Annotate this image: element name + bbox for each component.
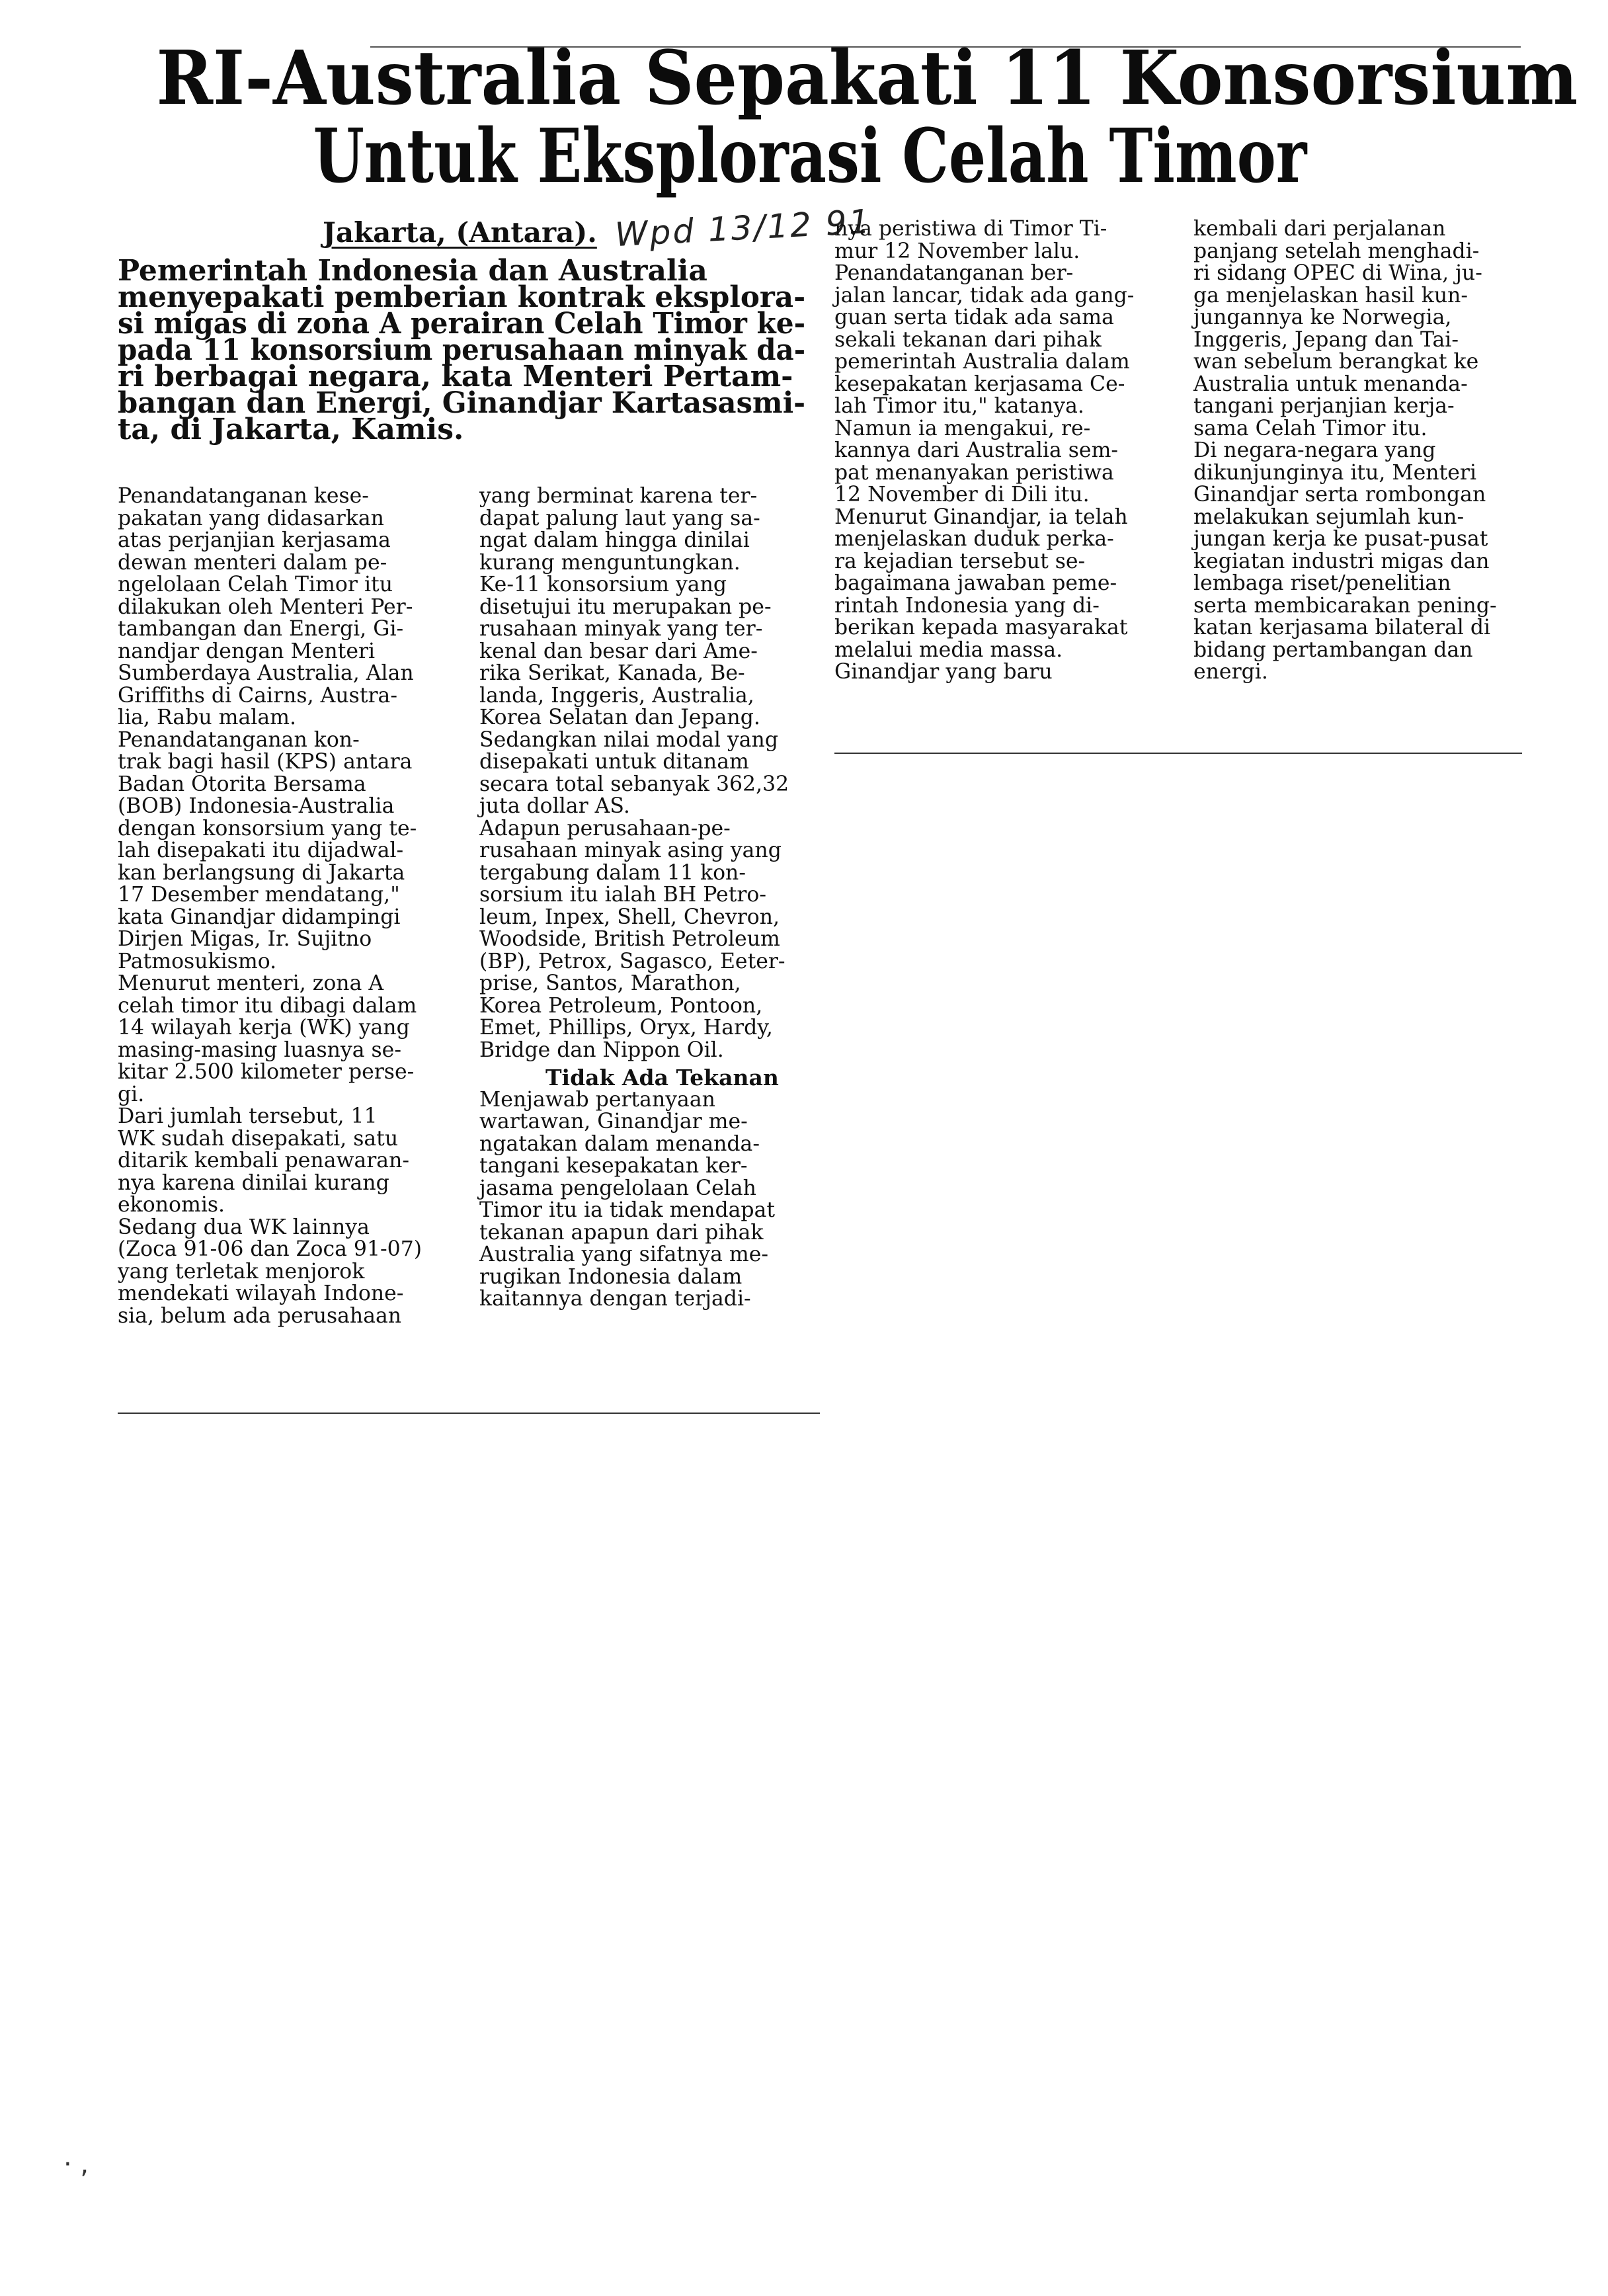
- text-line: menjelaskan duduk perka-: [834, 527, 1114, 551]
- text-line: tekanan apapun dari pihak: [479, 1220, 764, 1245]
- text-line: sorsium itu ialah BH Petro-: [479, 883, 767, 907]
- text-line: rusahaan minyak asing yang: [479, 839, 782, 862]
- column-3: [834, 218, 1134, 684]
- text-line: Penandatanganan kese-: [118, 484, 369, 508]
- text-line: jungannya ke Norwegia,: [1193, 306, 1452, 329]
- text-line: disepakati untuk ditanam: [479, 750, 749, 774]
- text-line: disetujui itu merupakan pe-: [479, 594, 772, 619]
- text-line: Dirjen Migas, Ir. Sujitno: [118, 927, 372, 951]
- text-line: kata Ginandjar didampingi: [118, 905, 401, 929]
- text-line: jalan lancar, tidak ada gang-: [834, 283, 1135, 308]
- text-line: Badan Otorita Bersama: [118, 772, 366, 796]
- lede-line: ta, di Jakarta, Kamis.: [118, 413, 464, 446]
- column-2-part-a: [479, 485, 789, 1061]
- bottom-rule-right: [834, 753, 1522, 754]
- column-2: [479, 485, 789, 1311]
- text-line: ngelolaan Celah Timor itu: [118, 573, 393, 596]
- text-line: ga menjelaskan hasil kun-: [1193, 283, 1468, 308]
- text-line: dengan konsorsium yang te-: [118, 816, 417, 840]
- text-line: dilakukan oleh Menteri Per-: [118, 594, 413, 619]
- text-line: yang terletak menjorok: [118, 1259, 365, 1284]
- lede-paragraph: [118, 254, 806, 446]
- text-line: kan berlangsung di Jakarta: [118, 860, 405, 885]
- lede-line: bangan dan Energi, Ginandjar Kartasasmi-: [118, 386, 806, 420]
- text-line: kesepakatan kerjasama Ce-: [834, 372, 1125, 396]
- lede-line: si migas di zona A perairan Celah Timor ke-: [118, 307, 806, 341]
- text-line: panjang setelah menghadi-: [1193, 239, 1480, 263]
- text-line: guan serta tidak ada sama: [834, 306, 1114, 329]
- text-line: Korea Petroleum, Pontoon,: [479, 993, 763, 1018]
- text-line: celah timor itu dibagi dalam: [118, 993, 417, 1018]
- text-line: leum, Inpex, Shell, Chevron,: [479, 905, 780, 929]
- text-line: Menurut Ginandjar, ia telah: [834, 505, 1128, 529]
- text-line: trak bagi hasil (KPS) antara: [118, 750, 413, 774]
- text-line: rika Serikat, Kanada, Be-: [479, 661, 745, 685]
- column-2-part-b: [479, 1089, 789, 1311]
- text-line: Bridge dan Nippon Oil.: [479, 1038, 724, 1062]
- headline-line-2: Untuk Eksplorasi Celah Timor: [313, 113, 1307, 200]
- column-4: [1193, 218, 1497, 684]
- text-line: lia, Rabu malam.: [118, 706, 297, 729]
- text-line: kannya dari Australia sem-: [834, 438, 1119, 462]
- dateline: [323, 217, 597, 249]
- text-line: atas perjanjian kerjasama: [118, 528, 391, 552]
- text-line: Di negara-negara yang: [1193, 438, 1436, 462]
- text-line: kurang menguntungkan.: [479, 550, 741, 575]
- text-line: Patmosukismo.: [118, 949, 277, 973]
- text-line: Inggeris, Jepang dan Tai-: [1193, 327, 1459, 352]
- bottom-rule-left: [118, 1413, 820, 1414]
- text-line: WK sudah disepakati, satu: [118, 1126, 399, 1151]
- text-line: Timor itu ia tidak mendapat: [479, 1198, 776, 1222]
- text-line: (BP), Petrox, Sagasco, Eeter-: [479, 949, 785, 973]
- text-line: Namun ia mengakui, re-: [834, 416, 1091, 440]
- text-line: kaitannya dengan terjadi-: [479, 1287, 751, 1311]
- text-line: melakukan sejumlah kun-: [1193, 505, 1465, 529]
- text-line: ri sidang OPEC di Wina, ju-: [1193, 261, 1482, 285]
- text-line: Penandatanganan ber-: [834, 261, 1074, 285]
- text-line: prise, Santos, Marathon,: [479, 971, 741, 995]
- text-line: pakatan yang didasarkan: [118, 506, 384, 530]
- text-line: kembali dari perjalanan: [1193, 217, 1446, 241]
- text-line: dewan menteri dalam pe-: [118, 550, 387, 575]
- text-line: tergabung dalam 11 kon-: [479, 860, 746, 885]
- text-line: jasama pengelolaan Celah: [479, 1176, 756, 1200]
- text-line: energi.: [1193, 660, 1268, 684]
- text-line: ngat dalam hingga dinilai: [479, 528, 750, 552]
- text-line: jungan kerja ke pusat-pusat: [1193, 527, 1488, 551]
- headline-line-1: RI-Australia Sepakati 11 Konsorsium: [156, 35, 1578, 122]
- text-line: bidang pertambangan dan: [1193, 637, 1473, 662]
- text-line: ditarik kembali penawaran-: [118, 1149, 409, 1172]
- dateline-text: Jakarta, (Antara).: [323, 216, 597, 249]
- text-line: Penandatanganan kon-: [118, 727, 360, 752]
- text-line: Ginandjar yang baru: [834, 660, 1053, 684]
- text-line: nya peristiwa di Timor Ti-: [834, 217, 1107, 241]
- text-line: wan sebelum berangkat ke: [1193, 350, 1479, 374]
- text-line: melalui media massa.: [834, 637, 1063, 662]
- text-line: lembaga riset/penelitian: [1193, 571, 1451, 595]
- text-line: mendekati wilayah Indone-: [118, 1282, 404, 1305]
- text-line: secara total sebanyak 362,32: [479, 772, 789, 796]
- text-line: 12 November di Dili itu.: [834, 483, 1090, 507]
- text-line: ra kejadian tersebut se-: [834, 549, 1086, 573]
- text-line: Ginandjar serta rombongan: [1193, 483, 1486, 507]
- text-line: gi.: [118, 1082, 145, 1106]
- scan-speck: · ,: [63, 2149, 89, 2180]
- text-line: lah disepakati itu dijadwal-: [118, 839, 404, 862]
- text-line: kenal dan besar dari Ame-: [479, 639, 758, 663]
- text-line: pemerintah Australia dalam: [834, 350, 1130, 374]
- handwritten-note: Wpd 13/12 91: [614, 202, 873, 255]
- text-line: lah Timor itu," katanya.: [834, 394, 1084, 418]
- text-line: sia, belum ada perusahaan: [118, 1303, 402, 1328]
- text-line: (BOB) Indonesia-Australia: [118, 794, 395, 818]
- text-line: masing-masing luasnya se-: [118, 1038, 401, 1062]
- text-line: Sedangkan nilai modal yang: [479, 727, 778, 752]
- text-line: 17 Desember mendatang,": [118, 883, 400, 907]
- text-line: serta membicarakan pening-: [1193, 593, 1497, 618]
- text-line: Griffiths di Cairns, Austra-: [118, 683, 397, 708]
- lede-line: pada 11 konsorsium perusahaan minyak da-: [118, 333, 806, 367]
- lede-line: menyepakati pemberian kontrak eksplora-: [118, 280, 806, 314]
- text-line: Korea Selatan dan Jepang.: [479, 706, 760, 729]
- text-line: ngatakan dalam menanda-: [479, 1131, 760, 1156]
- text-line: ekonomis.: [118, 1193, 225, 1217]
- subheading: Tidak Ada Tekanan: [545, 1065, 779, 1090]
- text-line: Ke-11 konsorsium yang: [479, 573, 727, 596]
- text-line: dikunjunginya itu, Menteri: [1193, 460, 1477, 485]
- text-line: sama Celah Timor itu.: [1193, 416, 1427, 440]
- text-line: landa, Inggeris, Australia,: [479, 683, 754, 708]
- text-line: rintah Indonesia yang di-: [834, 593, 1100, 618]
- text-line: nya karena dinilai kurang: [118, 1170, 389, 1195]
- text-line: kitar 2.500 kilometer perse-: [118, 1060, 415, 1084]
- text-line: juta dollar AS.: [479, 794, 630, 818]
- text-line: mur 12 November lalu.: [834, 239, 1080, 263]
- text-line: nandjar dengan Menteri: [118, 639, 376, 663]
- text-line: Dari jumlah tersebut, 11: [118, 1104, 378, 1128]
- text-line: wartawan, Ginandjar me-: [479, 1110, 748, 1133]
- text-line: Menjawab pertanyaan: [479, 1087, 715, 1112]
- text-line: Sumberdaya Australia, Alan: [118, 661, 414, 685]
- headline: [99, 35, 1578, 200]
- text-line: berikan kepada masyarakat: [834, 616, 1128, 639]
- text-line: kegiatan industri migas dan: [1193, 549, 1490, 573]
- text-line: dapat palung laut yang sa-: [479, 506, 760, 530]
- text-line: katan kerjasama bilateral di: [1193, 616, 1491, 639]
- text-line: tangani kesepakatan ker-: [479, 1154, 748, 1178]
- text-line: Adapun perusahaan-pe-: [479, 816, 731, 840]
- text-line: rusahaan minyak yang ter-: [479, 617, 763, 641]
- text-line: Australia yang sifatnya me-: [479, 1243, 769, 1266]
- text-line: pat menanyakan peristiwa: [834, 460, 1114, 485]
- text-line: tangani perjanjian kerja-: [1193, 394, 1455, 418]
- text-line: Menurut menteri, zona A: [118, 971, 384, 995]
- text-line: yang berminat karena ter-: [479, 484, 758, 508]
- lede-line: Pemerintah Indonesia dan Australia: [118, 254, 707, 288]
- text-line: 14 wilayah kerja (WK) yang: [118, 1016, 410, 1040]
- text-line: Emet, Phillips, Oryx, Hardy,: [479, 1016, 773, 1040]
- text-line: Woodside, British Petroleum: [479, 927, 780, 951]
- text-line: sekali tekanan dari pihak: [834, 327, 1102, 352]
- text-line: tambangan dan Energi, Gi-: [118, 617, 404, 641]
- column-1: [118, 485, 422, 1327]
- text-line: bagaimana jawaban peme-: [834, 571, 1117, 595]
- text-line: Australia untuk menanda-: [1193, 372, 1468, 396]
- text-line: rugikan Indonesia dalam: [479, 1264, 743, 1289]
- text-line: (Zoca 91-06 dan Zoca 91-07): [118, 1237, 422, 1261]
- text-line: Sedang dua WK lainnya: [118, 1215, 370, 1239]
- lede-line: ri berbagai negara, kata Menteri Pertam-: [118, 360, 793, 393]
